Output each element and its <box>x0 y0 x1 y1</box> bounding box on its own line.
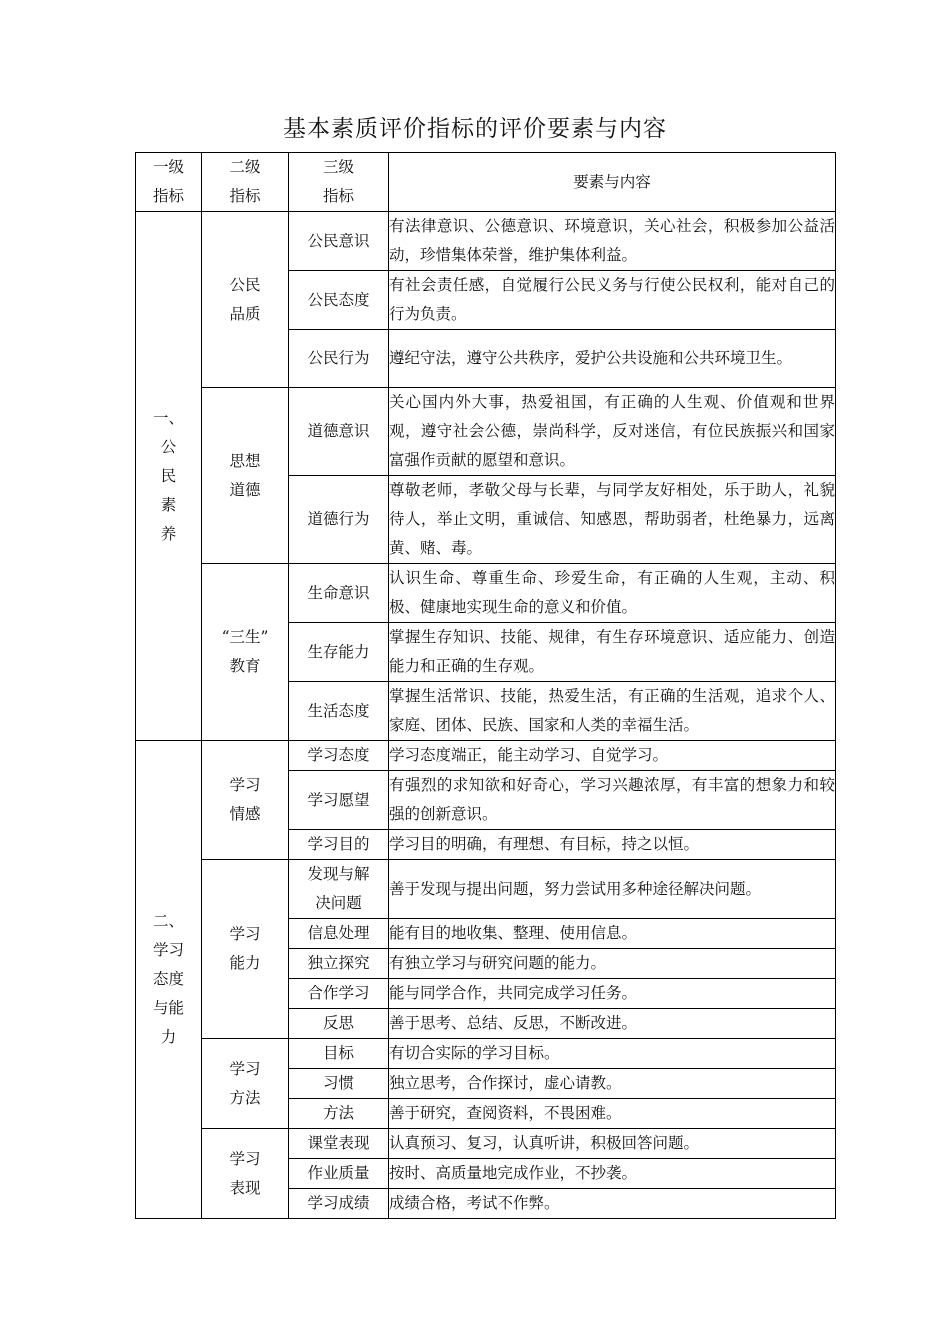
content-cell: 有法律意识、公德意识、环境意识，关心社会，积极参加公益活动，珍惜集体荣誉，维护集体利益。 <box>389 212 836 271</box>
level3-indicator: 信息处理 <box>289 919 389 949</box>
level3-indicator: 学习愿望 <box>289 771 389 830</box>
content-cell: 遵纪守法，遵守公共秩序，爱护公共设施和公共环境卫生。 <box>389 330 836 388</box>
content-cell: 有社会责任感，自觉履行公民义务与行使公民权利，能对自己的行为负责。 <box>389 271 836 330</box>
content-cell: 学习态度端正，能主动学习、自觉学习。 <box>389 741 836 771</box>
level2-indicator: 学习 情感 <box>202 741 289 860</box>
level1-indicator: 二、 学习 态度 与能 力 <box>136 741 202 1219</box>
level2-indicator: “三生” 教育 <box>202 564 289 741</box>
header-content: 要素与内容 <box>389 153 836 212</box>
table-row <box>136 1129 836 1159</box>
level3-indicator: 生活态度 <box>289 682 389 741</box>
level3-indicator: 学习成绩 <box>289 1189 389 1219</box>
page-title: 基本素质评价指标的评价要素与内容 <box>283 116 667 142</box>
level2-indicator: 学习 能力 <box>202 860 289 1039</box>
level3-indicator: 课堂表现 <box>289 1129 389 1159</box>
level3-indicator: 独立探究 <box>289 949 389 979</box>
content-cell: 尊敬老师，孝敬父母与长辈，与同学友好相处，乐于助人，礼貌待人，举止文明，重诚信、知感恩，帮助弱者，杜绝暴力，远离黄、赌、毒。 <box>389 476 836 564</box>
table-row <box>136 860 836 919</box>
level2-indicator: 思想 道德 <box>202 388 289 564</box>
level3-indicator: 习惯 <box>289 1069 389 1099</box>
header-level3: 三级 指标 <box>289 153 389 212</box>
level3-indicator: 反思 <box>289 1009 389 1039</box>
content-cell: 学习目的明确，有理想、有目标，持之以恒。 <box>389 830 836 860</box>
table-row <box>136 388 836 476</box>
content-cell: 善于发现与提出问题，努力尝试用多种途径解决问题。 <box>389 860 836 919</box>
level3-indicator: 道德行为 <box>289 476 389 564</box>
content-cell: 独立思考，合作探讨，虚心请教。 <box>389 1069 836 1099</box>
level3-indicator: 公民意识 <box>289 212 389 271</box>
level3-indicator: 生命意识 <box>289 564 389 623</box>
level1-indicator: 一、 公 民 素 养 <box>136 212 202 741</box>
level3-indicator: 学习目的 <box>289 830 389 860</box>
level2-indicator: 学习 方法 <box>202 1039 289 1129</box>
level3-indicator: 合作学习 <box>289 979 389 1009</box>
content-cell: 善于研究，查阅资料，不畏困难。 <box>389 1099 836 1129</box>
content-cell: 有强烈的求知欲和好奇心，学习兴趣浓厚，有丰富的想象力和较强的创新意识。 <box>389 771 836 830</box>
level3-indicator: 生存能力 <box>289 623 389 682</box>
content-cell: 掌握生存知识、技能、规律，有生存环境意识、适应能力、创造能力和正确的生存观。 <box>389 623 836 682</box>
header-level1: 一级 指标 <box>136 153 202 212</box>
table-row <box>136 212 836 271</box>
level2-indicator: 学习 表现 <box>202 1129 289 1219</box>
level3-indicator: 发现与解 决问题 <box>289 860 389 919</box>
content-cell: 有切合实际的学习目标。 <box>389 1039 836 1069</box>
level2-indicator: 公民 品质 <box>202 212 289 388</box>
header-level2: 二级 指标 <box>202 153 289 212</box>
content-cell: 认识生命、尊重生命、珍爱生命，有正确的人生观，主动、积极、健康地实现生命的意义和价值。 <box>389 564 836 623</box>
content-cell: 能与同学合作，共同完成学习任务。 <box>389 979 836 1009</box>
content-cell: 有独立学习与研究问题的能力。 <box>389 949 836 979</box>
content-cell: 成绩合格，考试不作弊。 <box>389 1189 836 1219</box>
level3-indicator: 道德意识 <box>289 388 389 476</box>
table-row <box>136 1039 836 1069</box>
level3-indicator: 公民态度 <box>289 271 389 330</box>
level3-indicator: 学习态度 <box>289 741 389 771</box>
content-cell: 掌握生活常识、技能，热爱生活，有正确的生活观，追求个人、家庭、团体、民族、国家和人类的幸福生活。 <box>389 682 836 741</box>
evaluation-table <box>135 152 836 1219</box>
level3-indicator: 方法 <box>289 1099 389 1129</box>
content-cell: 按时、高质量地完成作业，不抄袭。 <box>389 1159 836 1189</box>
content-cell: 能有目的地收集、整理、使用信息。 <box>389 919 836 949</box>
level3-indicator: 目标 <box>289 1039 389 1069</box>
table-row <box>136 564 836 623</box>
header-row <box>136 153 836 212</box>
content-cell: 认真预习、复习，认真听讲，积极回答问题。 <box>389 1129 836 1159</box>
content-cell: 关心国内外大事，热爱祖国，有正确的人生观、价值观和世界观，遵守社会公德，崇尚科学，反对迷信，有位民族振兴和国家富强作贡献的愿望和意识。 <box>389 388 836 476</box>
content-cell: 善于思考、总结、反思，不断改进。 <box>389 1009 836 1039</box>
table-row <box>136 741 836 771</box>
level3-indicator: 公民行为 <box>289 330 389 388</box>
level3-indicator: 作业质量 <box>289 1159 389 1189</box>
